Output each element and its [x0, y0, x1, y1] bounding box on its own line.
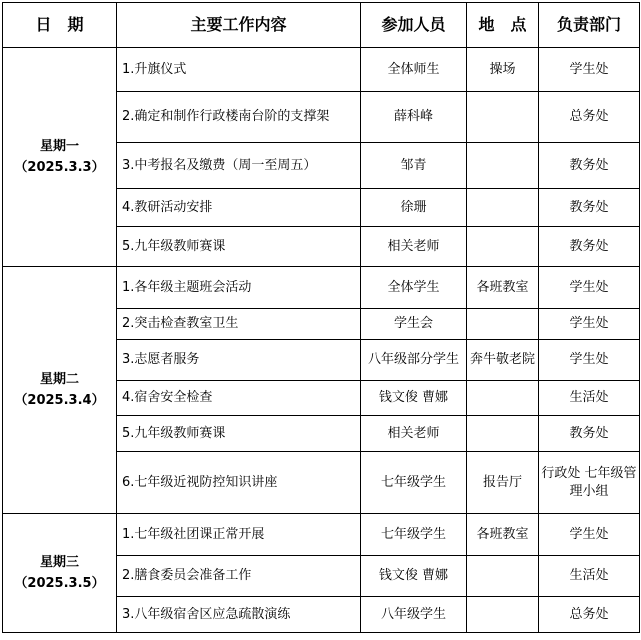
- table-row: [3, 48, 640, 92]
- place-cell: [467, 309, 539, 340]
- content-cell: 3.志愿者服务: [117, 340, 361, 381]
- place-cell: 操场: [467, 48, 539, 92]
- people-cell: 薛科峰: [361, 92, 467, 143]
- table-row: [3, 267, 640, 309]
- header-row: [3, 3, 640, 48]
- people-cell: 七年级学生: [361, 452, 467, 514]
- day-label: 星期二: [39, 372, 79, 387]
- dept-cell: 学生处: [539, 514, 640, 556]
- day-date: （2025.3.3）: [14, 160, 105, 175]
- dept-cell: 总务处: [539, 597, 640, 633]
- day-label: 星期三: [39, 555, 79, 570]
- people-cell: 全体学生: [361, 267, 467, 309]
- table-row: [3, 514, 640, 556]
- place-cell: [467, 556, 539, 597]
- people-cell: 相关老师: [361, 227, 467, 267]
- people-cell: 邹青: [361, 143, 467, 189]
- content-cell: 1.各年级主题班会活动: [117, 267, 361, 309]
- people-cell: 学生会: [361, 309, 467, 340]
- content-cell: 5.九年级教师赛课: [117, 416, 361, 452]
- place-cell: [467, 597, 539, 633]
- dept-cell: 学生处: [539, 340, 640, 381]
- schedule-table: [2, 2, 640, 633]
- day-cell-monday: [3, 48, 117, 267]
- people-cell: 钱文俊 曹娜: [361, 381, 467, 416]
- place-cell: [467, 92, 539, 143]
- place-cell: 各班教室: [467, 267, 539, 309]
- place-cell: [467, 416, 539, 452]
- day-cell-tuesday: [3, 267, 117, 514]
- day-date: （2025.3.4）: [14, 393, 105, 408]
- people-cell: 八年级学生: [361, 597, 467, 633]
- content-cell: 5.九年级教师赛课: [117, 227, 361, 267]
- people-cell: 八年级部分学生: [361, 340, 467, 381]
- content-cell: 4.宿舍安全检查: [117, 381, 361, 416]
- dept-cell: 生活处: [539, 381, 640, 416]
- header-content: 主要工作内容: [117, 3, 361, 48]
- dept-cell: 学生处: [539, 309, 640, 340]
- content-cell: 6.七年级近视防控知识讲座: [117, 452, 361, 514]
- content-cell: 2.确定和制作行政楼南台阶的支撑架: [117, 92, 361, 143]
- content-cell: 3.八年级宿舍区应急疏散演练: [117, 597, 361, 633]
- place-cell: [467, 143, 539, 189]
- people-cell: 七年级学生: [361, 514, 467, 556]
- dept-cell: 教务处: [539, 416, 640, 452]
- day-label: 星期一: [39, 139, 79, 154]
- dept-cell: 行政处 七年级管理小组: [539, 452, 640, 514]
- place-cell: 奔牛敬老院: [467, 340, 539, 381]
- people-cell: 全体师生: [361, 48, 467, 92]
- header-place: 地 点: [467, 3, 539, 48]
- people-cell: 徐珊: [361, 189, 467, 227]
- content-cell: 4.教研活动安排: [117, 189, 361, 227]
- place-cell: [467, 381, 539, 416]
- dept-cell: 总务处: [539, 92, 640, 143]
- dept-cell: 教务处: [539, 189, 640, 227]
- place-cell: [467, 227, 539, 267]
- dept-cell: 生活处: [539, 556, 640, 597]
- content-cell: 2.突击检查教室卫生: [117, 309, 361, 340]
- header-people: 参加人员: [361, 3, 467, 48]
- dept-cell: 学生处: [539, 48, 640, 92]
- header-dept: 负责部门: [539, 3, 640, 48]
- dept-cell: 教务处: [539, 227, 640, 267]
- content-cell: 2.膳食委员会准备工作: [117, 556, 361, 597]
- day-cell-wednesday: [3, 514, 117, 633]
- people-cell: 相关老师: [361, 416, 467, 452]
- content-cell: 3.中考报名及缴费（周一至周五）: [117, 143, 361, 189]
- place-cell: 各班教室: [467, 514, 539, 556]
- dept-cell: 教务处: [539, 143, 640, 189]
- header-date: 日 期: [3, 3, 117, 48]
- day-date: （2025.3.5）: [14, 576, 105, 591]
- people-cell: 钱文俊 曹娜: [361, 556, 467, 597]
- place-cell: 报告厅: [467, 452, 539, 514]
- place-cell: [467, 189, 539, 227]
- content-cell: 1.升旗仪式: [117, 48, 361, 92]
- dept-cell: 学生处: [539, 267, 640, 309]
- content-cell: 1.七年级社团课正常开展: [117, 514, 361, 556]
